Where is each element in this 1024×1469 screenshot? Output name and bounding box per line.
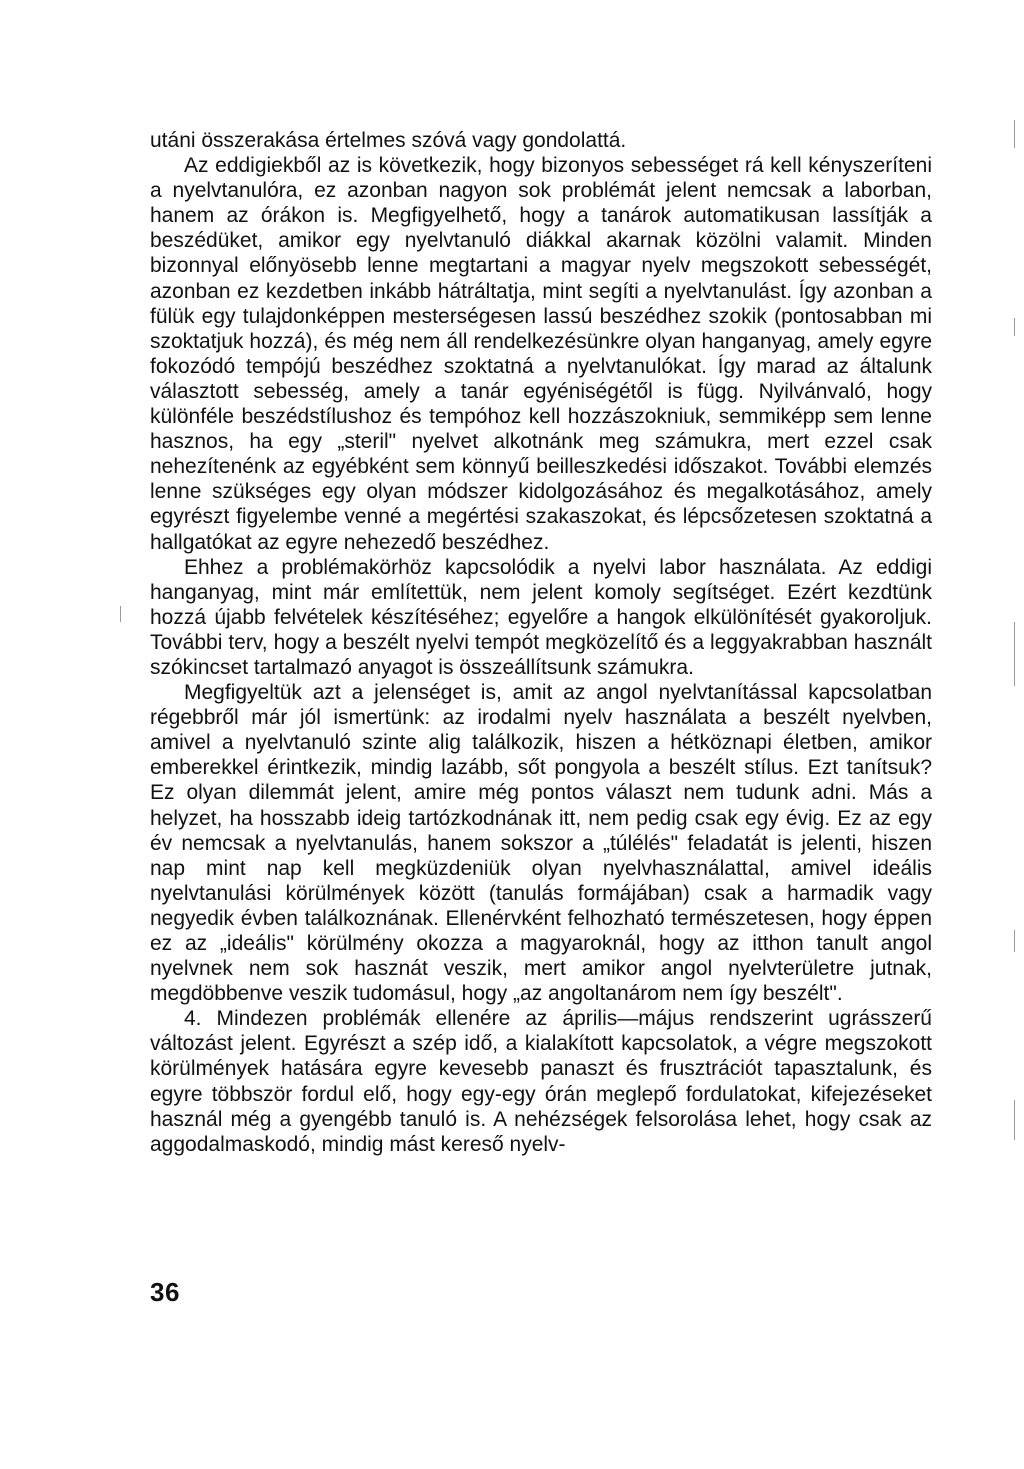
paragraph-continuation: utáni összerakása értelmes szóvá vagy gondolattá. — [150, 129, 627, 152]
scan-mark — [1014, 622, 1015, 686]
paragraph-literary-language: Megfigyeltük azt a jelenséget is, amit az angol nyelvtanítással kapcsolatban régebbről már jól ismertünk: az irodalmi nyelv használata a beszélt nyelvben, amivel a nyelvtanuló szinte alig találkozik, hiszen a hétköznapi életben, amikor emberekkel érintkezik, mindig lazább, sőt pongyola a beszélt stílus. Ezt tanítsuk? Ez olyan dilemmát jelent, amire még pontos választ nem tudunk adni. Más a helyzet, ha hosszabb ideig tartózkodnának itt, nem pedig csak egy évig. Ez az egy év nemcsak a nyelvtanulás, hanem sokszor a „túlélés" feladatát is jelenti, hiszen nap mint nap kell megküzdeniük olyan nyelvhasználattal, amivel ideális nyelvtanulási körülmények között (tanulás formájában) csak a harmadik vagy negyedik évben találkoznának. Ellenérvként felhozható természetesen, hogy éppen ez az „ideális" körülmény okozza a magyaroknál, hogy az itthon tanult angol nyelvnek nem sok hasznát veszik, mert amikor angol nyelvterületre jutnak, megdöbbenve veszik tudomásul, hogy „az angoltanárom nem így beszélt". — [150, 681, 932, 1006]
paragraph-speed: Az eddigiekből az is következik, hogy bizonyos sebességet rá kell kényszeríteni a nyelvtanulóra, ez azonban nagyon sok problémát jelent nemcsak a laborban, hanem az órákon is. Megfigyelhető, hogy a tanárok automatikusan lassítják a beszédüket, amikor egy nyelvtanuló diákkal akarnak közölni valamit. Minden bizonnyal előnyösebb lenne megtartani a magyar nyelv megszokott sebességét, azonban ez kezdetben inkább hátráltatja, mint segíti a nyelvtanulást. Így azonban a fülük egy tulajdonképpen mesterségesen lassú beszédhez szokik (pontosabban mi szoktatjuk hozzá), és még nem áll rendelkezésünkre olyan hanganyag, amely egyre fokozódó tempójú beszédhez szoktatná a nyelvtanulókat. Így marad az általunk választott sebesség, amely a tanár egyéniségétől is függ. Nyilvánvaló, hogy különféle beszédstílushoz és tempóhoz kell hozzászokniuk, semmiképp sem lenne hasznos, ha egy „steril" nyelvet alkotnánk meg számukra, mert ezzel csak nehezítenénk az egyébként sem könnyű beilleszkedési időszakot. További elemzés lenne szükséges egy olyan módszer kidolgozásához és megalkotásához, amely egyrészt figyelembe venné a megértési szakaszokat, és lépcsőzetesen szoktatná a hallgatókat az egyre nehezedő beszédhez. — [150, 154, 932, 554]
scan-mark — [1014, 930, 1015, 952]
scan-mark — [1014, 318, 1015, 336]
scan-mark — [120, 606, 121, 622]
scan-mark — [1014, 1100, 1015, 1140]
body-text — [150, 128, 932, 1157]
paragraph-language-lab: Ehhez a problémakörhöz kapcsolódik a nyelvi labor használata. Az eddigi hanganyag, mint már említettük, nem jelent komoly segítséget. Ezért kezdtünk hozzá újabb felvételek készítéséhez; egyelőre a hangok elkülönítését gyakoroljuk. További terv, hogy a beszélt nyelvi tempót megközelítő és a leggyakrabban használt szókincset tartalmazó anyagot is összeállítsunk számukra. — [150, 555, 932, 679]
page-number: 36 — [150, 1277, 180, 1307]
scan-mark — [1014, 120, 1015, 148]
paragraph-section-4: 4. Mindezen problémák ellenére az április—május rendszerint ugrásszerű változást jelent. Egyrészt a szép idő, a kialakított kapcsolatok, a végre megszokott körülmények hatására egyre kevesebb panaszt és frusztrációt tapasztalunk, és egyre többször fordul elő, hogy egy-egy órán meglepő fordulatokat, kifejezéseket használ még a gyengébb tanuló is. A nehézségek felsorolása lehet, hogy csak az aggodalmaskodó, mindig mást kereső nyelv- — [150, 1007, 932, 1156]
